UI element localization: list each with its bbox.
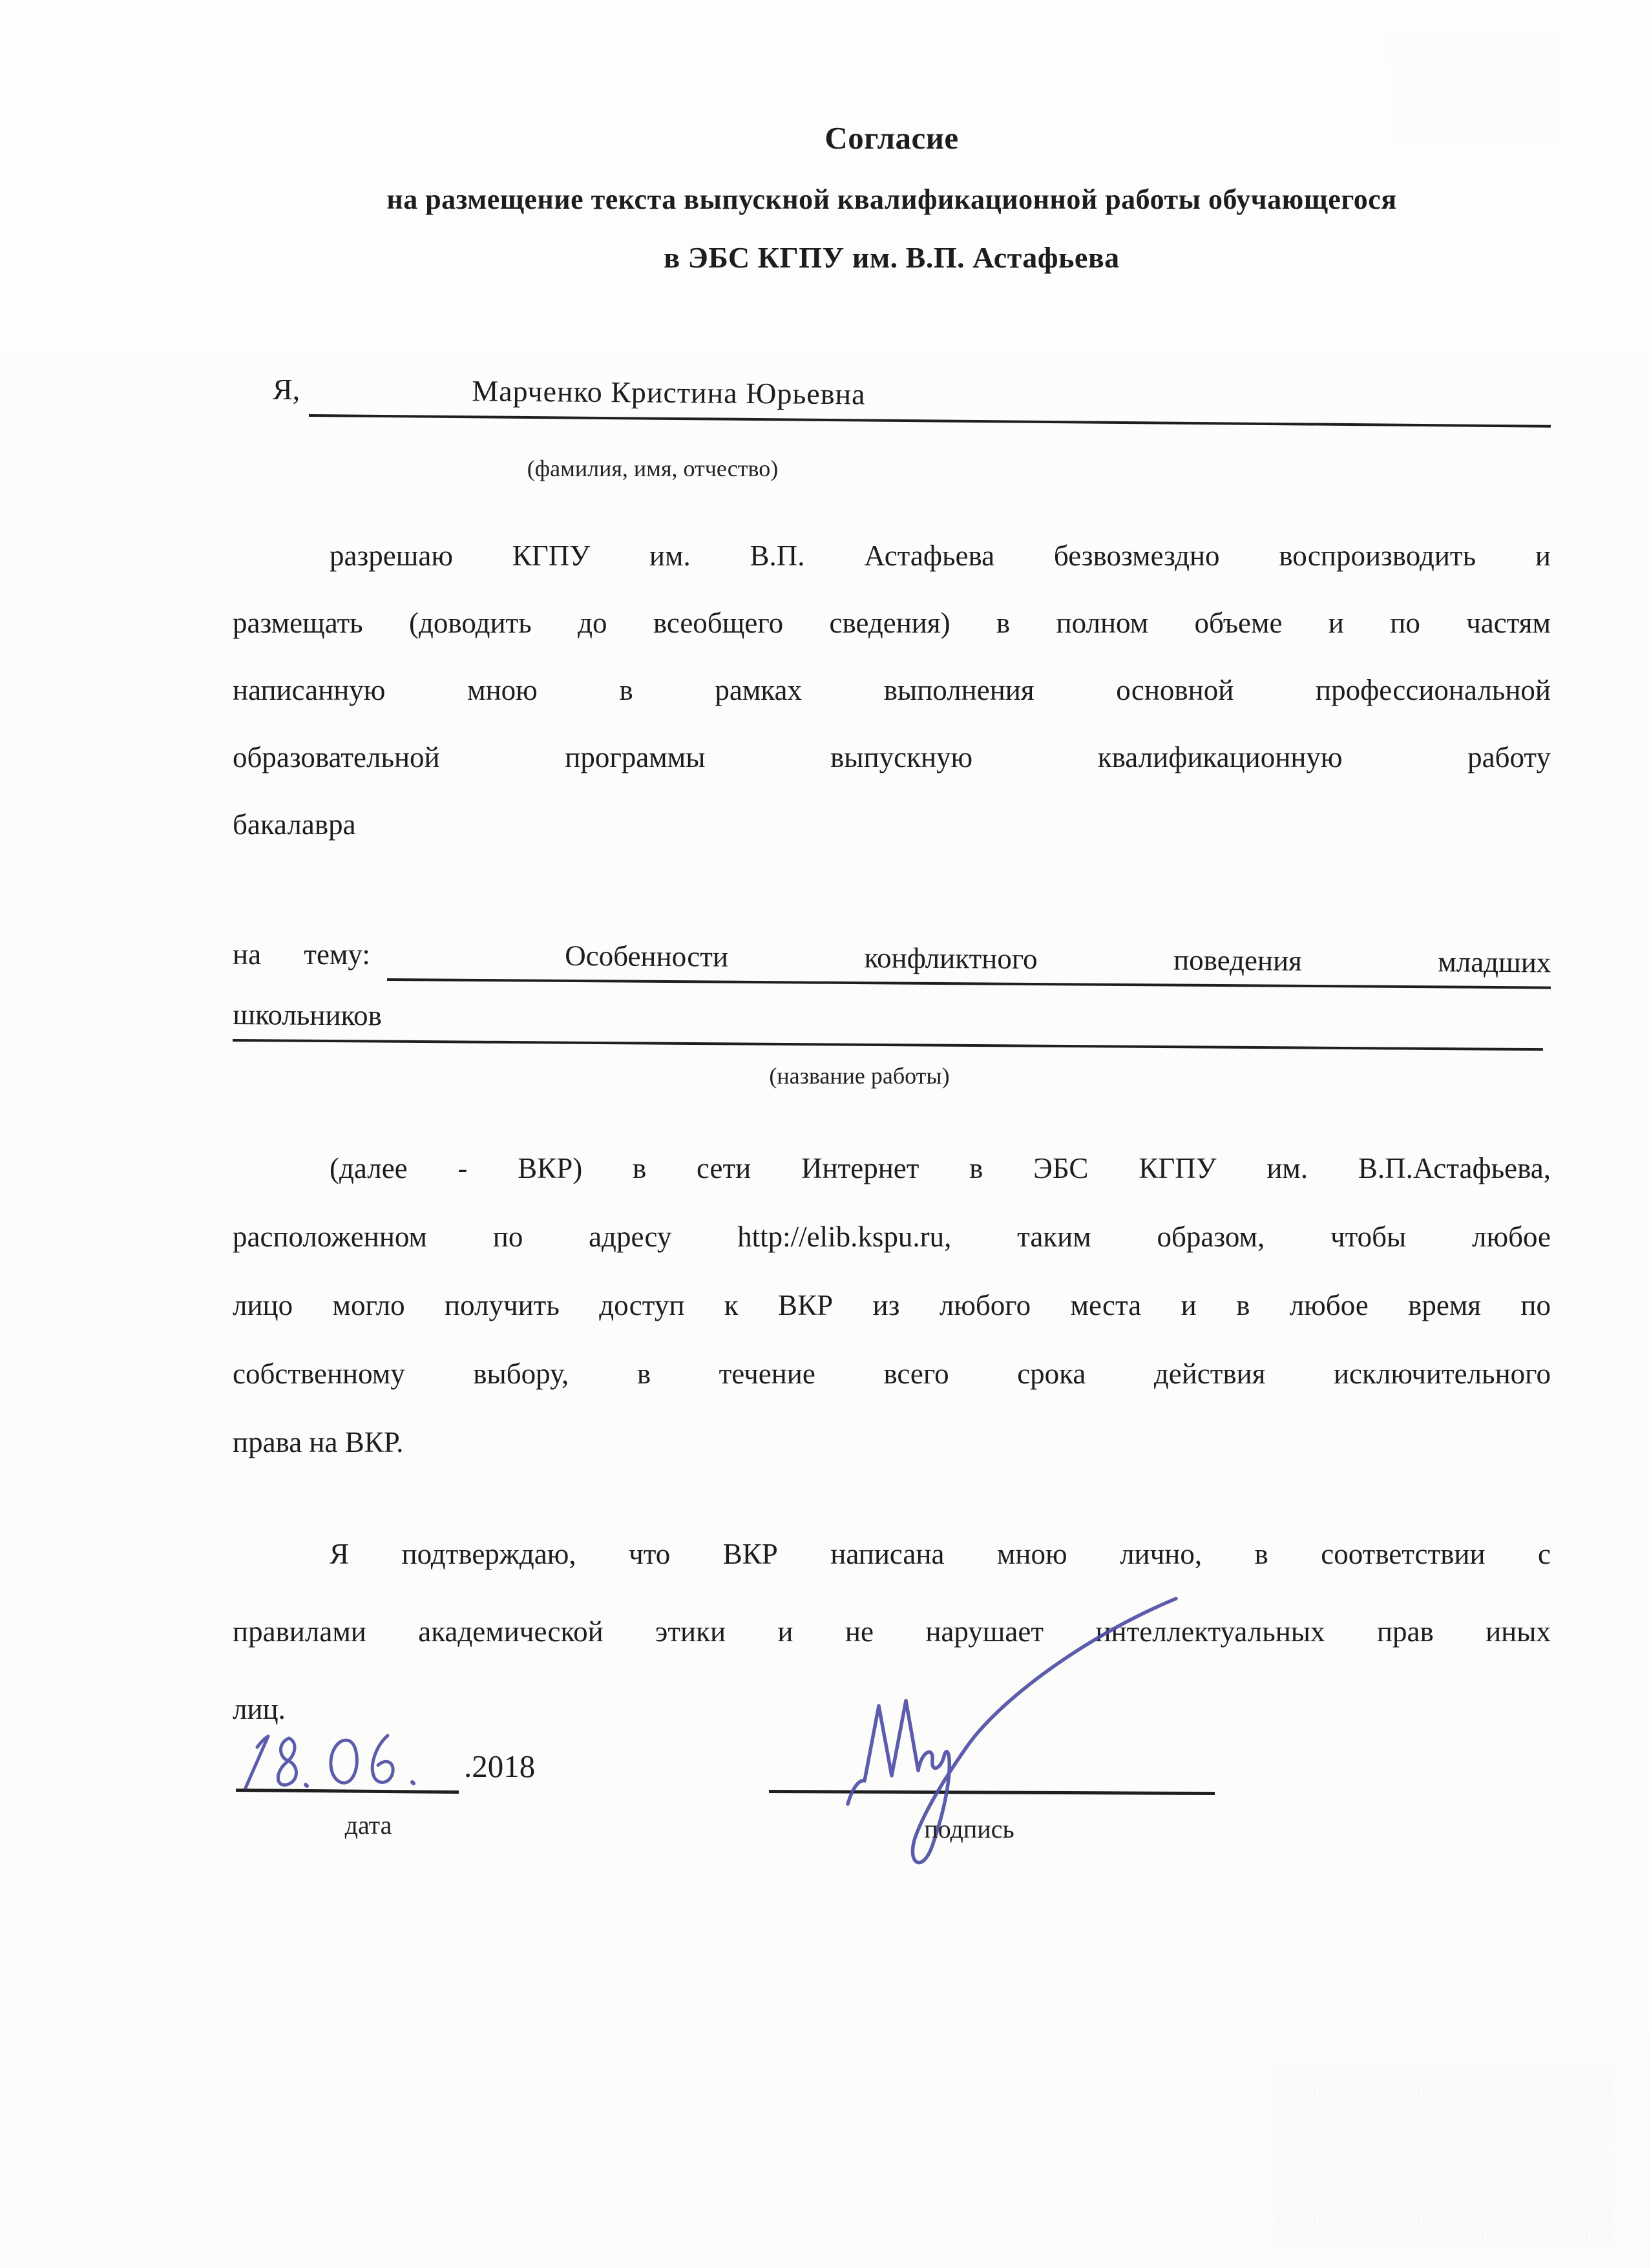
declarant-prefix: Я,: [273, 373, 300, 406]
text-line: Я подтверждаю, что ВКР написана мною лично, в соответствии с: [330, 1538, 1551, 1570]
topic-title-line2: школьников: [233, 990, 1544, 1051]
text-line: (далее - ВКР) в сети Интернет в ЭБС КГПУ им. В.П.Астафьева,: [330, 1152, 1551, 1184]
scan-noise-bottom-right: [1274, 2068, 1610, 2242]
printed-year: .2018: [464, 1748, 536, 1784]
text-line: разрешаю КГПУ им. В.П. Астафьева безвозмездно воспроизводить и: [330, 540, 1551, 572]
text-line: бакалавра: [233, 808, 356, 841]
scan-noise-top-right: [1391, 39, 1559, 142]
document-subtitle-line2: в ЭБС КГПУ им. В.П. Астафьева: [664, 241, 1120, 274]
topic-title-line1: Особенности конфликтного поведения младших: [387, 930, 1551, 989]
paragraph-permission: [233, 522, 1551, 858]
text-line: лиц.: [233, 1693, 286, 1725]
text-line: написанную мною в рамках выполнения основной профессиональной: [233, 674, 1551, 706]
topic-line: [233, 930, 1551, 981]
paragraph-access: [233, 1134, 1551, 1476]
text-line: права на ВКР.: [233, 1426, 404, 1458]
document-subtitle-line1: на размещение текста выпускной квалификационной работы обучающегося: [386, 184, 1397, 215]
text-line: лицо могло получить доступ к ВКР из любого места и в любое время по: [233, 1289, 1551, 1321]
text-line: правилами академической этики и не нарушает интеллектуальных прав иных: [233, 1615, 1551, 1648]
date-label: дата: [344, 1811, 392, 1840]
document-title: Согласие: [824, 120, 959, 156]
declarant-full-name: Марченко Кристина Юрьевна: [472, 374, 867, 411]
handwritten-date-ink: [229, 1714, 462, 1811]
declarant-line: [233, 365, 1551, 417]
fio-caption: (фамилия, имя, отчество): [527, 456, 779, 481]
signature-label: подпись: [924, 1814, 1014, 1843]
text-line: образовательной программы выпускную квалификационную работу: [233, 741, 1551, 773]
text-line: расположенном по адресу http://elib.kspu.ru, таким образом, чтобы любое: [233, 1221, 1551, 1253]
declarant-name-underline: [309, 365, 1551, 428]
topic-label: на тему:: [233, 938, 370, 971]
text-line: собственному выбору, в течение всего срока действия исключительного: [233, 1358, 1551, 1390]
work-title-caption: (название работы): [769, 1063, 950, 1089]
text-line: размещать (доводить до всеобщего сведения) в полном объеме и по частям: [233, 607, 1551, 639]
